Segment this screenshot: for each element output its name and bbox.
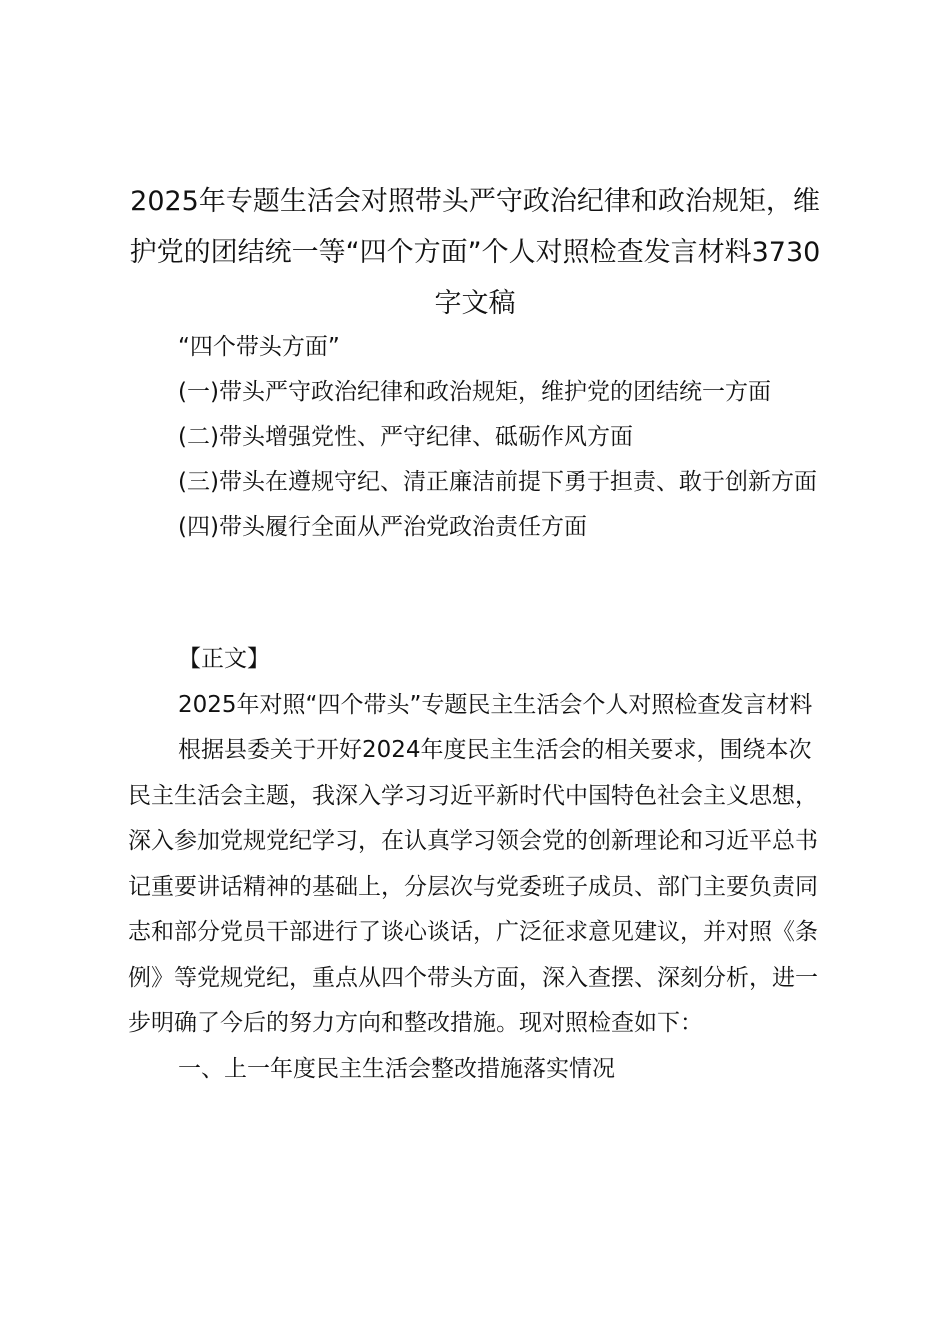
- main-body: [128, 637, 822, 1092]
- outline-heading: “四个带头方面”: [178, 334, 340, 360]
- section-label: 【正文】: [178, 646, 270, 672]
- outline-item-2: (二)带头增强党性、严守纪律、砥砺作风方面: [178, 424, 633, 450]
- outline-item-1: (一)带头严守政治纪律和政治规矩，维护党的团结统一方面: [178, 379, 771, 405]
- outline-item-3: (三)带头在遵规守纪、清正廉洁前提下勇于担责、敢于创新方面: [178, 469, 817, 495]
- document-title: 2025年专题生活会对照带头严守政治纪律和政治规矩，维护党的团结统一等“四个方面”个人对照检查发言材料3730字文稿: [129, 186, 821, 319]
- outline-item-4: (四)带头履行全面从严治党政治责任方面: [178, 514, 587, 540]
- heading-1: 一、上一年度民主生活会整改措施落实情况: [178, 1055, 615, 1082]
- document-subtitle: 2025年对照“四个带头”专题民主生活会个人对照检查发言材料: [178, 691, 813, 718]
- outline-section: [128, 325, 822, 550]
- intro-paragraph: 根据县委关于开好2024年度民主生活会的相关要求，围绕本次民主生活会主题，我深入学习习近平新时代中国特色社会主义思想，深入参加党规党纪学习，在认真学习领会党的创新理论和习近平总书记重要讲话精神的基础上，分层次与党委班子成员、部门主要负责同志和部分党员干部进行了谈心谈话，广泛征求意见建议，并对照《条例》等党规党纪，重点从四个带头方面，深入查摆、深刻分析，进一步明确了今后的努力方向和整改措施。现对照检查如下：: [128, 737, 818, 1036]
